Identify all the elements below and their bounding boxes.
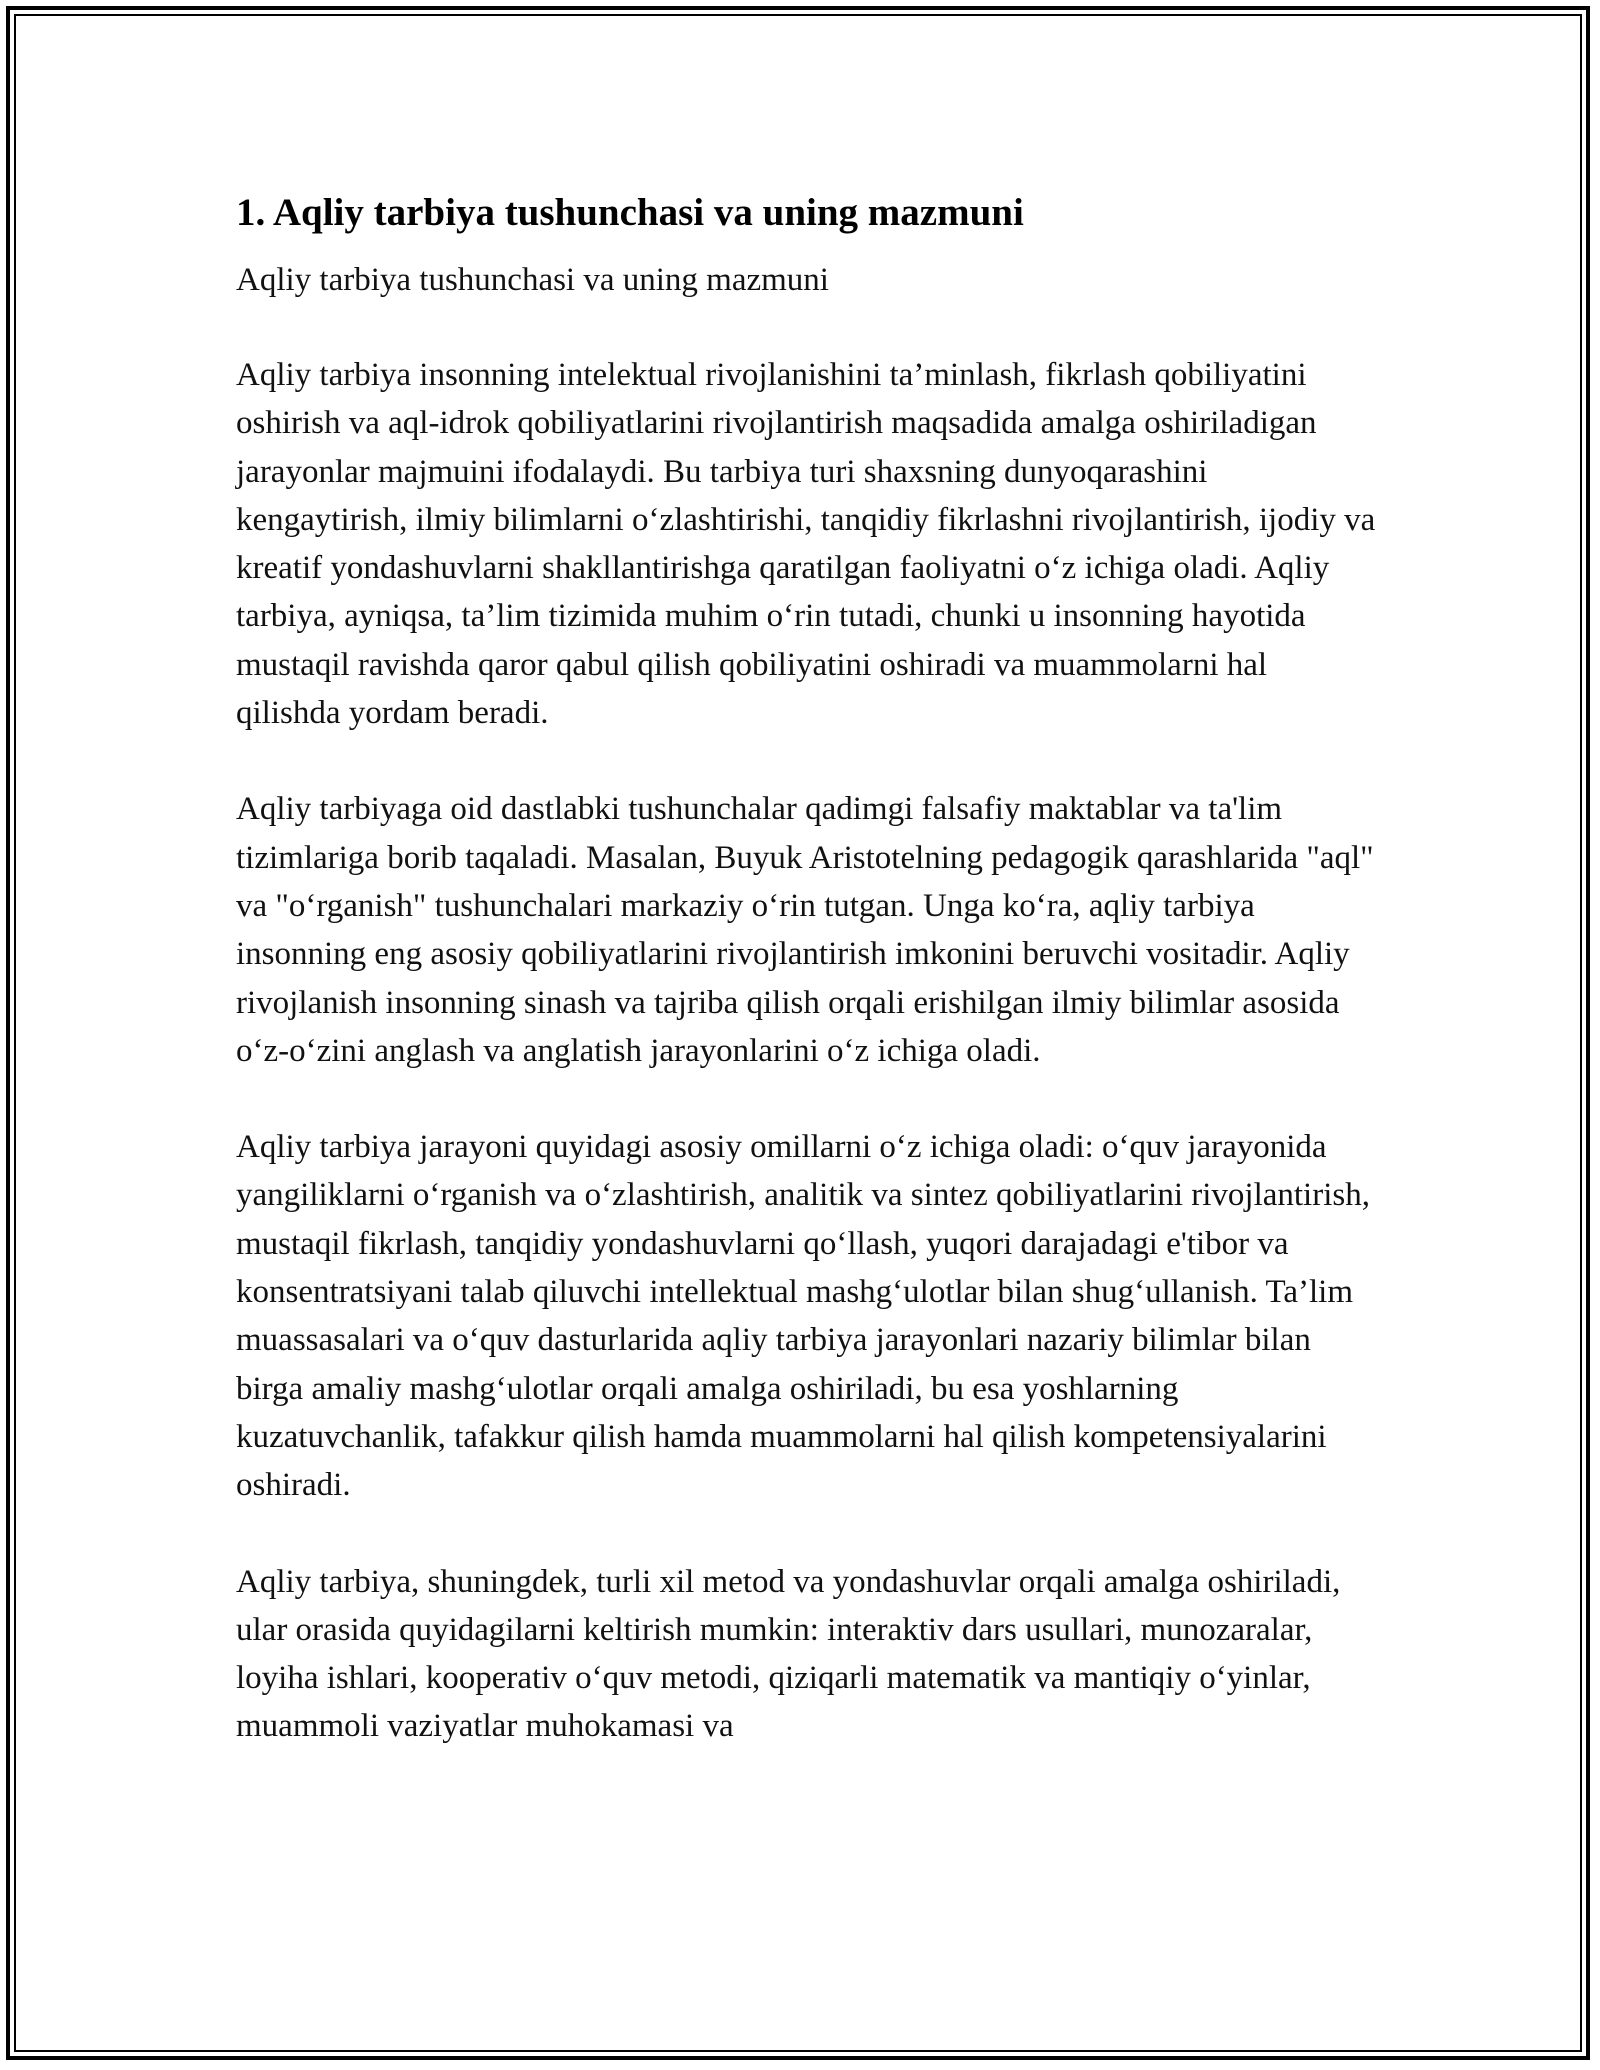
document-heading: 1. Aqliy tarbiya tushunchasi va uning mazmuni [236, 191, 1024, 234]
paragraph-2: Aqliy tarbiyaga oid dastlabki tushunchalar qadimgi falsafiy maktablar va ta'lim tizimlariga borib taqaladi. Masalan, Buyuk Aristotelning pedagogik qarashlarida "aql" va "o‘rganish" tushunchalari markaziy o‘rin tutgan. Unga ko‘ra, aqliy tarbiya insonning eng asosiy qobiliyatlarini rivojlantirish imkonini beruvchi vositadir. Aqliy rivojlanish insonning sinash va tajriba qilish orqali erishilgan ilmiy bilimlar asosida o‘z-o‘zini anglash va anglatish jarayonlarini o‘z ichiga oladi. [236, 791, 1374, 1069]
paragraph-1: Aqliy tarbiya insonning intelektual rivojlanishini ta’minlash, fikrlash qobiliyatini oshirish va aql-idrok qobiliyatlarini rivojlantirish maqsadida amalga oshiriladigan jarayonlar majmuini ifodalaydi. Bu tarbiya turi shaxsning dunyoqarashini kengaytirish, ilmiy bilimlarni o‘zlashtirishi, tanqidiy fikrlashni rivojlantirish, ijodiy va kreatif yondashuvlarni shakllantirishga qaratilgan faoliyatni o‘z ichiga oladi. Aqliy tarbiya, ayniqsa, ta’lim tizimida muhim o‘rin tutadi, chunki u insonning hayotida mustaqil ravishda qaror qabul qilish qobiliyatini oshiradi va muammolarni hal qilishda yordam beradi. [236, 357, 1376, 732]
paragraph-4: Aqliy tarbiya, shuningdek, turli xil metod va yondashuvlar orqali amalga oshiriladi, ular orasida quyidagilarni keltirish mumkin: interaktiv dars usullari, munozaralar, loyiha ishlari, kooperativ o‘quv metodi, qiziqarli matematik va mantiqiy o‘yinlar, muammoli vaziyatlar muhokamasi va [236, 1563, 1341, 1745]
document-body [236, 188, 1376, 1799]
paragraph-3: Aqliy tarbiya jarayoni quyidagi asosiy omillarni o‘z ichiga oladi: o‘quv jarayonida yangiliklarni o‘rganish va o‘zlashtirish, analitik va sintez qobiliyatlarini rivojlantirish, mustaqil fikrlash, tanqidiy yondashuvlarni qo‘llash, yuqori darajadagi e'tibor va konsentratsiyani talab qiluvchi intellektual mashg‘ulotlar bilan shug‘ullanish. Ta’lim muassasalari va o‘quv dasturlarida aqliy tarbiya jarayonlari nazariy bilimlar bilan birga amaliy mashg‘ulotlar orqali amalga oshiriladi, bu esa yoshlarning kuzatuvchanlik, tafakkur qilish hamda muammolarni hal qilish kompetensiyalarini oshiradi. [236, 1129, 1370, 1504]
document-subheading: Aqliy tarbiya tushunchasi va uning mazmuni [236, 262, 829, 298]
